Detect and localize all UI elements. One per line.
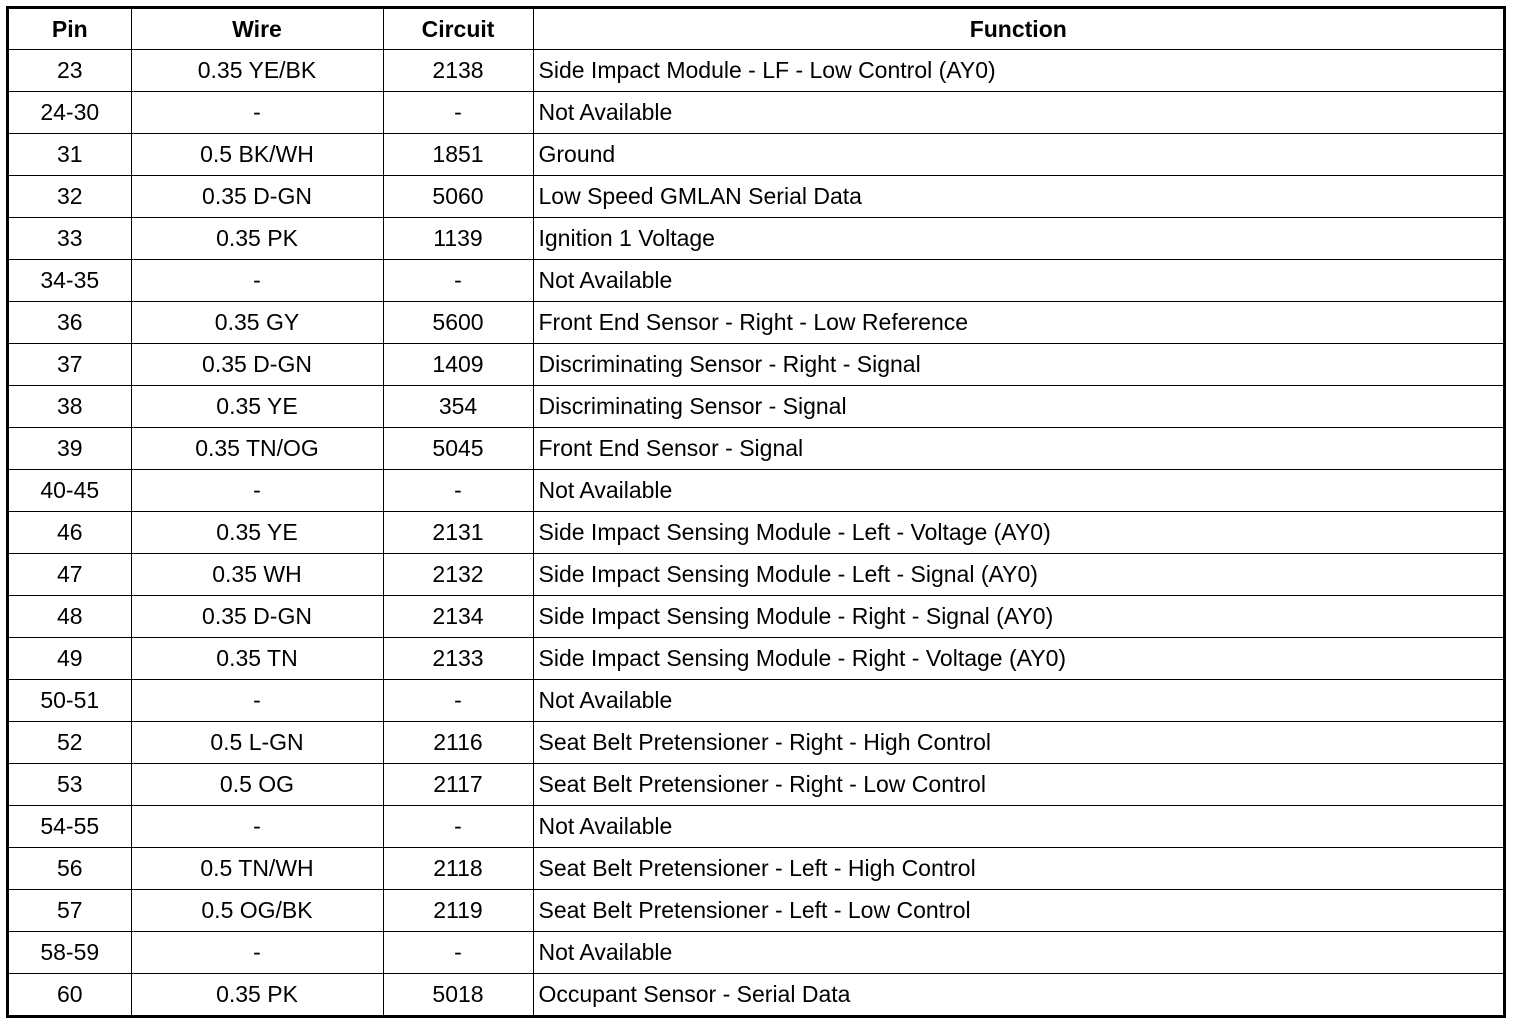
cell-pin: 33 — [9, 218, 131, 260]
table-row — [9, 50, 1503, 92]
cell-wire: 0.35 YE/BK — [131, 50, 383, 92]
table-row — [9, 134, 1503, 176]
cell-wire: 0.35 D-GN — [131, 596, 383, 638]
cell-pin: 31 — [9, 134, 131, 176]
table-row — [9, 554, 1503, 596]
table-row — [9, 848, 1503, 890]
cell-circuit: - — [383, 680, 533, 722]
cell-pin: 24-30 — [9, 92, 131, 134]
cell-function: Side Impact Sensing Module - Right - Signal (AY0) — [533, 596, 1503, 638]
cell-wire: 0.35 YE — [131, 512, 383, 554]
table-row — [9, 386, 1503, 428]
cell-wire: - — [131, 932, 383, 974]
cell-wire: 0.35 TN — [131, 638, 383, 680]
table-row — [9, 176, 1503, 218]
cell-function: Low Speed GMLAN Serial Data — [533, 176, 1503, 218]
cell-function: Seat Belt Pretensioner - Left - High Control — [533, 848, 1503, 890]
header-function: Function — [533, 9, 1503, 50]
table-row — [9, 722, 1503, 764]
cell-pin: 36 — [9, 302, 131, 344]
cell-wire: 0.35 TN/OG — [131, 428, 383, 470]
cell-function: Side Impact Sensing Module - Right - Voltage (AY0) — [533, 638, 1503, 680]
cell-wire: 0.35 GY — [131, 302, 383, 344]
cell-pin: 60 — [9, 974, 131, 1016]
table-row — [9, 260, 1503, 302]
cell-circuit: 5045 — [383, 428, 533, 470]
table-row — [9, 764, 1503, 806]
cell-circuit: - — [383, 806, 533, 848]
table-row — [9, 806, 1503, 848]
cell-circuit: - — [383, 92, 533, 134]
cell-wire: 0.5 L-GN — [131, 722, 383, 764]
cell-wire: - — [131, 470, 383, 512]
cell-wire: 0.35 PK — [131, 218, 383, 260]
table-row — [9, 344, 1503, 386]
table-row — [9, 638, 1503, 680]
cell-wire: 0.35 D-GN — [131, 344, 383, 386]
cell-function: Seat Belt Pretensioner - Right - High Control — [533, 722, 1503, 764]
cell-pin: 57 — [9, 890, 131, 932]
cell-wire: 0.35 WH — [131, 554, 383, 596]
cell-pin: 23 — [9, 50, 131, 92]
cell-pin: 38 — [9, 386, 131, 428]
cell-circuit: 2131 — [383, 512, 533, 554]
cell-wire: 0.5 OG/BK — [131, 890, 383, 932]
table-row — [9, 428, 1503, 470]
cell-circuit: 2133 — [383, 638, 533, 680]
table-row — [9, 302, 1503, 344]
header-wire: Wire — [131, 9, 383, 50]
cell-circuit: 2116 — [383, 722, 533, 764]
cell-function: Not Available — [533, 806, 1503, 848]
table-row — [9, 596, 1503, 638]
cell-pin: 49 — [9, 638, 131, 680]
cell-circuit: 2119 — [383, 890, 533, 932]
cell-wire: 0.35 YE — [131, 386, 383, 428]
cell-wire: 0.5 BK/WH — [131, 134, 383, 176]
cell-function: Ignition 1 Voltage — [533, 218, 1503, 260]
cell-function: Ground — [533, 134, 1503, 176]
cell-circuit: 2132 — [383, 554, 533, 596]
connector-pinout-table — [6, 6, 1506, 1018]
cell-function: Not Available — [533, 470, 1503, 512]
cell-pin: 53 — [9, 764, 131, 806]
table-body — [9, 50, 1503, 1016]
cell-pin: 56 — [9, 848, 131, 890]
cell-pin: 40-45 — [9, 470, 131, 512]
table-row — [9, 470, 1503, 512]
cell-wire: 0.35 D-GN — [131, 176, 383, 218]
cell-pin: 52 — [9, 722, 131, 764]
header-row — [9, 9, 1503, 50]
table-row — [9, 218, 1503, 260]
cell-function: Not Available — [533, 92, 1503, 134]
cell-circuit: 5600 — [383, 302, 533, 344]
cell-circuit: - — [383, 260, 533, 302]
cell-pin: 37 — [9, 344, 131, 386]
cell-function: Side Impact Sensing Module - Left - Voltage (AY0) — [533, 512, 1503, 554]
cell-circuit: 1851 — [383, 134, 533, 176]
cell-function: Not Available — [533, 932, 1503, 974]
cell-function: Seat Belt Pretensioner - Left - Low Control — [533, 890, 1503, 932]
cell-wire: - — [131, 92, 383, 134]
cell-pin: 46 — [9, 512, 131, 554]
cell-circuit: - — [383, 470, 533, 512]
cell-wire: - — [131, 806, 383, 848]
cell-function: Not Available — [533, 680, 1503, 722]
cell-function: Discriminating Sensor - Right - Signal — [533, 344, 1503, 386]
cell-function: Front End Sensor - Signal — [533, 428, 1503, 470]
cell-circuit: 2117 — [383, 764, 533, 806]
cell-wire: - — [131, 260, 383, 302]
cell-pin: 54-55 — [9, 806, 131, 848]
cell-circuit: 1409 — [383, 344, 533, 386]
cell-wire: 0.5 TN/WH — [131, 848, 383, 890]
cell-pin: 48 — [9, 596, 131, 638]
table-row — [9, 680, 1503, 722]
table-row — [9, 890, 1503, 932]
cell-circuit: 354 — [383, 386, 533, 428]
cell-pin: 47 — [9, 554, 131, 596]
pinout-table — [9, 9, 1503, 1015]
cell-function: Occupant Sensor - Serial Data — [533, 974, 1503, 1016]
table-row — [9, 974, 1503, 1016]
cell-function: Side Impact Sensing Module - Left - Signal (AY0) — [533, 554, 1503, 596]
cell-circuit: 1139 — [383, 218, 533, 260]
cell-wire: 0.35 PK — [131, 974, 383, 1016]
cell-circuit: - — [383, 932, 533, 974]
header-pin: Pin — [9, 9, 131, 50]
cell-pin: 50-51 — [9, 680, 131, 722]
table-row — [9, 512, 1503, 554]
cell-wire: - — [131, 680, 383, 722]
cell-pin: 58-59 — [9, 932, 131, 974]
table-row — [9, 932, 1503, 974]
cell-pin: 32 — [9, 176, 131, 218]
cell-pin: 34-35 — [9, 260, 131, 302]
cell-function: Side Impact Module - LF - Low Control (AY0) — [533, 50, 1503, 92]
cell-function: Front End Sensor - Right - Low Reference — [533, 302, 1503, 344]
table-row — [9, 92, 1503, 134]
cell-circuit: 5060 — [383, 176, 533, 218]
cell-function: Not Available — [533, 260, 1503, 302]
cell-function: Seat Belt Pretensioner - Right - Low Control — [533, 764, 1503, 806]
cell-function: Discriminating Sensor - Signal — [533, 386, 1503, 428]
cell-pin: 39 — [9, 428, 131, 470]
cell-circuit: 2134 — [383, 596, 533, 638]
cell-circuit: 2138 — [383, 50, 533, 92]
cell-circuit: 2118 — [383, 848, 533, 890]
cell-circuit: 5018 — [383, 974, 533, 1016]
header-circuit: Circuit — [383, 9, 533, 50]
cell-wire: 0.5 OG — [131, 764, 383, 806]
